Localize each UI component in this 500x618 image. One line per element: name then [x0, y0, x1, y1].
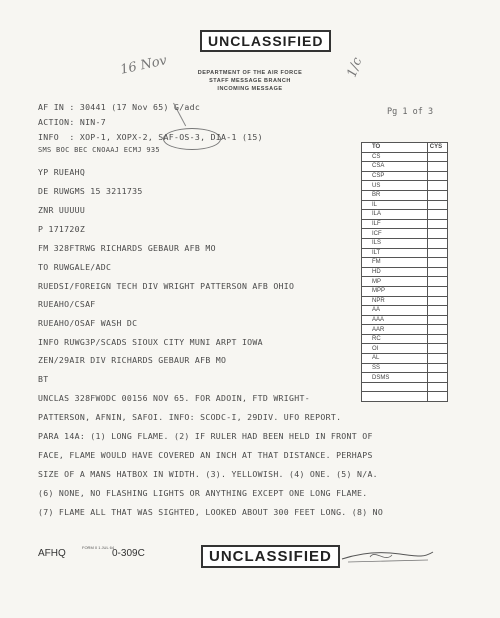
message-line: ZEN/29AIR DIV RICHARDS GEBAUR AFB MO [38, 355, 227, 365]
routing-row-label: RC [362, 334, 428, 344]
classification-stamp-top: UNCLASSIFIED [200, 30, 331, 52]
handwritten-note: 16 Nov [118, 53, 169, 78]
message-line: FM 328FTRWG RICHARDS GEBAUR AFB MO [38, 243, 216, 253]
routing-row-label: AAA [362, 315, 428, 325]
form-small-print: FORM 0 1 JUL 64 [82, 545, 115, 550]
message-line: (6) NONE, NO FLASHING LIGHTS OR ANYTHING EXCEPT ONE LONG FLAME. [38, 488, 368, 498]
routing-row-label: BR [362, 190, 428, 200]
header-department: DEPARTMENT OF THE AIR FORCE [197, 70, 303, 76]
routing-row-label: FM [362, 258, 428, 268]
routing-row-label: ILT [362, 248, 428, 258]
message-line: INFO : XOP-1, XOPX-2, SAF-OS-3, DIA-1 (15) [38, 132, 263, 142]
routing-row-label: ILS [362, 238, 428, 248]
message-line: PARA 14A: (1) LONG FLAME. (2) IF RULER HAD BEEN HELD IN FRONT OF [38, 431, 373, 441]
message-line: RUEDSI/FOREIGN TECH DIV WRIGHT PATTERSON AFB OHIO [38, 281, 295, 291]
routing-row-label: OI [362, 344, 428, 354]
message-line: P 171720Z [38, 224, 86, 234]
classification-stamp-bottom: UNCLASSIFIED [201, 545, 340, 568]
form-prefix: AFHQ [38, 548, 66, 559]
message-line: RUEAHO/OSAF WASH DC [38, 318, 138, 328]
header-branch: STAFF MESSAGE BRANCH [209, 78, 291, 84]
message-line: RUEAHO/CSAF [38, 299, 96, 309]
message-line: (7) FLAME ALL THAT WAS SIGHTED, LOOKED ABOUT 300 FEET LONG. (8) NO [38, 507, 384, 517]
routing-row-label: CSP [362, 171, 428, 181]
message-line: PATTERSON, AFNIN, SAFOI. INFO: SCODC-I, 29DIV. UFO REPORT. [38, 412, 342, 422]
message-line: ACTION: NIN-7 [38, 117, 106, 127]
routing-table [361, 142, 448, 402]
routing-row-label: DSMS [362, 373, 428, 383]
routing-row-label: ILA [362, 210, 428, 220]
message-line: ZNR UUUUU [38, 205, 86, 215]
routing-row-label: CS [362, 152, 428, 162]
routing-row-label: ILF [362, 219, 428, 229]
message-line: UNCLAS 328FWODC 00156 NOV 65. FOR ADOIN, FTD WRIGHT- [38, 393, 310, 403]
message-line: SIZE OF A MANS HATBOX IN WIDTH. (3). YELLOWISH. (4) ONE. (5) N/A. [38, 469, 378, 479]
routing-row-label: NPR [362, 296, 428, 306]
handwritten-margin-mark: 1/c [344, 55, 366, 80]
routing-row-label: IL [362, 200, 428, 210]
routing-row-label: US [362, 181, 428, 191]
message-line: DE RUWGMS 15 3211735 [38, 186, 143, 196]
routing-row-label: AAR [362, 325, 428, 335]
routing-row-label: ICF [362, 229, 428, 239]
form-number: 0-309C [112, 548, 145, 559]
message-line: SMS BOC BEC CNOAAJ ECMJ 935 [38, 146, 160, 154]
message-line: TO RUWGALE/ADC [38, 262, 112, 272]
routing-row-label: HD [362, 267, 428, 277]
page-number: Pg 1 of 3 [387, 107, 434, 117]
message-line: FACE, FLAME WOULD HAVE COVERED AN INCH AT THAT DISTANCE. PERHAPS [38, 450, 373, 460]
routing-header-to: TO [362, 143, 428, 153]
message-line: YP RUEAHQ [38, 167, 86, 177]
routing-row-label: MP [362, 277, 428, 287]
message-line: AF IN : 30441 (17 Nov 65) G/adc [38, 102, 201, 112]
header-incoming: INCOMING MESSAGE [217, 86, 283, 92]
routing-row-label: MPP [362, 286, 428, 296]
message-line: BT [38, 374, 49, 384]
routing-row-label: CSA [362, 162, 428, 172]
routing-row-label: AL [362, 354, 428, 364]
message-line: INFO RUWG3P/SCADS SIOUX CITY MUNI ARPT IOWA [38, 337, 263, 347]
signature-scribble [340, 545, 435, 567]
routing-header-cys: CYS [427, 143, 447, 153]
routing-row-label: SS [362, 363, 428, 373]
routing-row-label: AA [362, 306, 428, 316]
